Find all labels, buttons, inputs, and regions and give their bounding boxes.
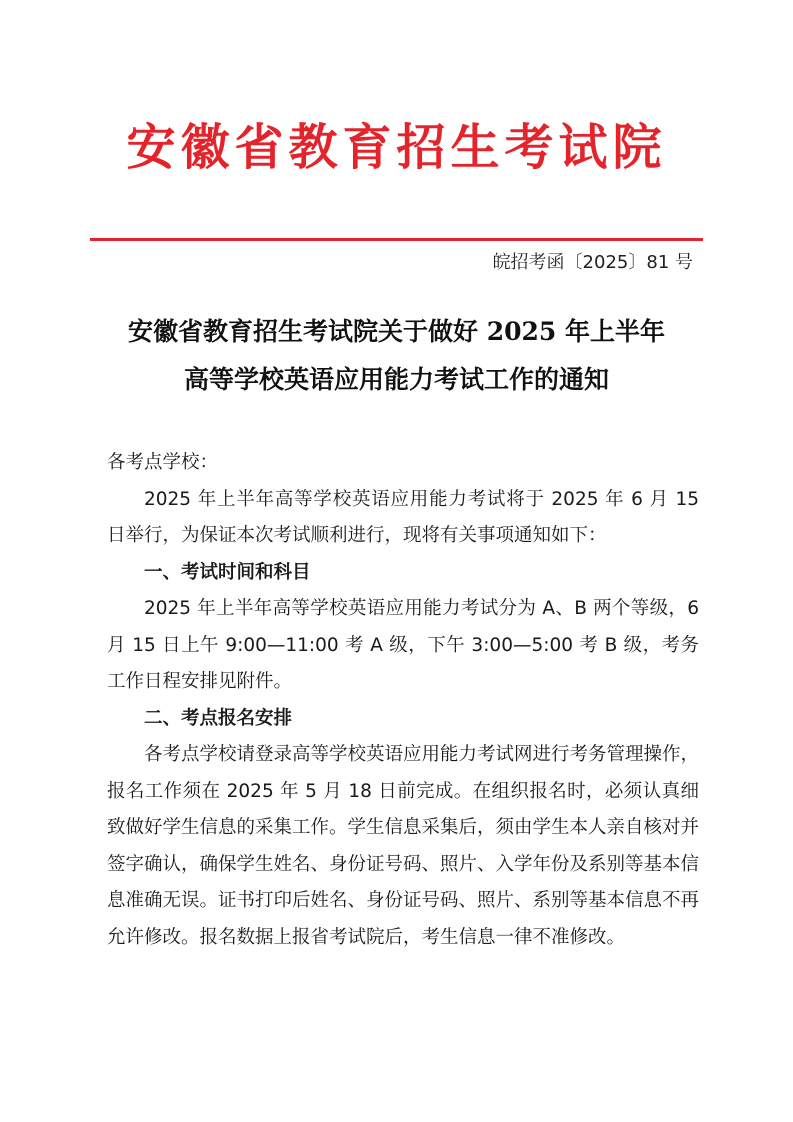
section-1-heading: 一、考试时间和科目	[144, 561, 311, 583]
document-title	[90, 308, 703, 404]
letterhead-red-rule	[90, 238, 703, 241]
section-2-paragraph: 各考点学校请登录高等学校英语应用能力考试网进行考务管理操作，报名工作须在 2025 年 5 月 18 日前完成。在组织报名时，必须认真细致做好学生信息的采集工作。学生信息采集后，须由学生本人亲自核对并签字确认，确保学生姓名、身份证号码、照片、入学年份及系别等基本信息准确无误。证书打印后姓名、身份证号码、照片、系别等基本信息不再允许修改。报名数据上报省考试院后，考生信息一律不准修改。	[107, 744, 700, 948]
document-number: 皖招考函〔2025〕81 号	[492, 252, 693, 273]
section-2-heading: 二、考点报名安排	[144, 707, 293, 729]
section-1-paragraph: 2025 年上半年高等学校英语应用能力考试分为 A、B 两个等级，6 月 15 日上午 9:00—11:00 考 A 级，下午 3:00—5:00 考 B 级，考务工作日程安排见附件。	[107, 598, 699, 692]
intro-paragraph: 2025 年上半年高等学校英语应用能力考试将于 2025 年 6 月 15 日举行，为保证本次考试顺利进行，现将有关事项通知如下：	[107, 488, 699, 546]
document-title-line-2: 高等学校英语应用能力考试工作的通知	[183, 365, 609, 394]
document-title-line-1: 安徽省教育招生考试院关于做好 2025 年上半年	[128, 317, 665, 346]
document-body	[107, 445, 699, 956]
salutation: 各考点学校：	[107, 452, 219, 473]
letterhead-org-name: 安徽省教育招生考试院	[126, 119, 667, 176]
